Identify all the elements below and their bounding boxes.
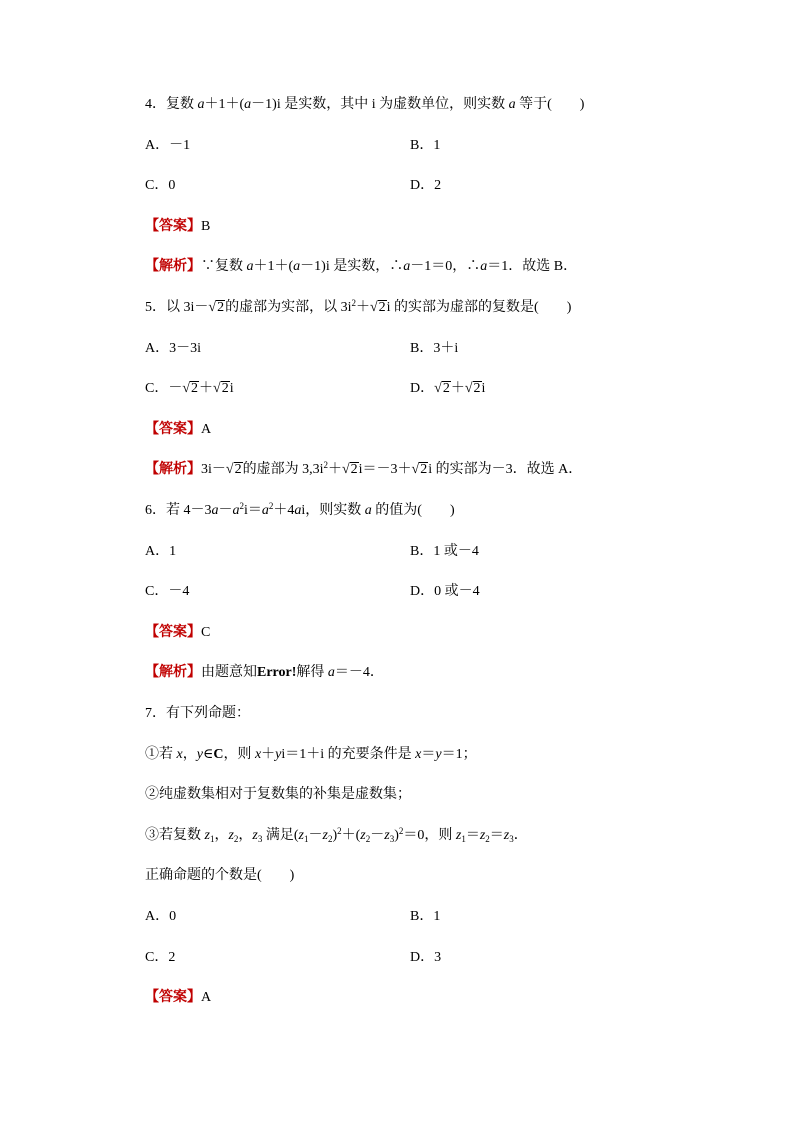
text-run: ∈ bbox=[202, 746, 214, 762]
question-stem bbox=[145, 491, 765, 532]
text-run: ) bbox=[394, 827, 399, 843]
bold-text: C bbox=[213, 746, 224, 762]
text-run: ＝－4． bbox=[334, 665, 384, 681]
superscript: 2 bbox=[337, 825, 342, 836]
option-choice bbox=[410, 532, 479, 573]
text-run: 正确命题的个数是( ) bbox=[145, 868, 295, 884]
proposition-statement bbox=[145, 816, 765, 857]
text-run: A bbox=[201, 990, 212, 1006]
square-root bbox=[370, 300, 387, 316]
math-variable: z bbox=[455, 827, 462, 843]
radical-sign: √ bbox=[369, 300, 378, 315]
answer-line bbox=[145, 207, 765, 248]
text-run: 7．有下列命题： bbox=[145, 706, 250, 721]
text-run: B．1 bbox=[410, 909, 441, 924]
text-run: ＋ bbox=[450, 381, 465, 397]
text-run: ＋ bbox=[199, 381, 214, 397]
subscript: 2 bbox=[485, 833, 490, 844]
proposition-statement bbox=[145, 775, 765, 816]
radical-sign: √ bbox=[225, 462, 234, 478]
text-run: i bbox=[481, 381, 486, 397]
text-run: ＋1＋( bbox=[253, 259, 294, 275]
superscript: 2 bbox=[351, 298, 356, 308]
option-choice bbox=[145, 329, 201, 370]
text-run: C．－4 bbox=[145, 584, 190, 600]
option-choice bbox=[145, 126, 190, 167]
analysis-line bbox=[145, 247, 765, 288]
math-variable: z bbox=[252, 827, 258, 843]
math-variable: a bbox=[364, 503, 372, 518]
text-run: A．－1 bbox=[145, 137, 191, 153]
option-choice bbox=[145, 166, 175, 207]
analysis-line bbox=[145, 450, 765, 491]
text-run: C．2 bbox=[145, 949, 176, 965]
option-choice bbox=[145, 369, 234, 410]
subscript: 2 bbox=[365, 833, 371, 844]
answer-tag: 【答案】 bbox=[145, 624, 201, 640]
radicand: 2 bbox=[221, 381, 229, 397]
option-choice bbox=[145, 572, 189, 613]
text-run: －1＝0，∴ bbox=[410, 259, 481, 275]
subscript: 2 bbox=[233, 833, 239, 844]
radical-sign: √ bbox=[182, 381, 191, 397]
square-root bbox=[465, 381, 482, 397]
math-variable: a bbox=[244, 97, 252, 112]
text-run: ) bbox=[332, 827, 338, 843]
math-variable: y bbox=[196, 746, 203, 762]
radical-sign: √ bbox=[341, 462, 350, 478]
option-row bbox=[145, 897, 765, 938]
text-run: i＝－3＋ bbox=[358, 462, 412, 478]
text-run: A．1 bbox=[145, 543, 177, 559]
option-row bbox=[145, 126, 765, 167]
text-run: ， bbox=[182, 746, 197, 762]
text-run: i＝ bbox=[244, 503, 262, 518]
text-run: ∵复数 bbox=[201, 259, 247, 275]
text-run: ＋ bbox=[355, 300, 370, 315]
subscript: 1 bbox=[461, 833, 466, 844]
math-variable: z bbox=[298, 827, 304, 843]
answer-tag: 【答案】 bbox=[145, 218, 201, 234]
analysis-tag: 【解析】 bbox=[145, 259, 201, 275]
text-run: 由题意知 bbox=[201, 665, 257, 681]
text-run: A bbox=[201, 421, 212, 437]
option-choice bbox=[145, 532, 176, 573]
text-run: A．0 bbox=[145, 909, 177, 924]
analysis-text bbox=[201, 462, 582, 477]
text-run: 的虚部为实部，以 3i bbox=[225, 300, 352, 315]
text-run: 4．复数 bbox=[145, 97, 198, 112]
option-choice bbox=[410, 369, 485, 410]
text-run: i 的实部为虚部的复数是( ) bbox=[386, 300, 572, 315]
radicand: 2 bbox=[378, 300, 386, 315]
option-row bbox=[145, 369, 765, 410]
text-run: － bbox=[218, 503, 233, 518]
option-choice bbox=[145, 897, 176, 938]
text-run: B bbox=[201, 218, 211, 234]
text-run: B．1 或－4 bbox=[410, 543, 479, 559]
text-run: ． bbox=[513, 827, 528, 843]
radicand: 2 bbox=[191, 381, 199, 397]
math-variable: z bbox=[384, 827, 390, 843]
text-run: ③若复数 bbox=[145, 827, 205, 843]
option-row bbox=[145, 329, 765, 370]
text-run: ＋ bbox=[327, 462, 342, 478]
answer-value bbox=[201, 422, 211, 437]
subscript: 3 bbox=[257, 833, 263, 844]
option-row bbox=[145, 572, 765, 613]
text-run: ， bbox=[238, 827, 253, 843]
text-run: － bbox=[370, 827, 385, 843]
math-variable: y bbox=[435, 746, 442, 762]
text-run: 等于( ) bbox=[515, 97, 585, 112]
text-run: ②纯虚数集相对于复数集的补集是虚数集； bbox=[145, 787, 411, 803]
question-stem bbox=[145, 288, 765, 329]
square-root bbox=[182, 381, 199, 397]
text-run: D．3 bbox=[410, 949, 442, 965]
square-root bbox=[208, 300, 225, 316]
answer-line bbox=[145, 613, 765, 654]
text-run: ＝1．故选 B． bbox=[487, 259, 578, 275]
text-run: 3i－ bbox=[201, 462, 226, 478]
math-variable: a bbox=[294, 503, 302, 518]
superscript: 2 bbox=[398, 825, 404, 836]
answer-line bbox=[145, 410, 765, 451]
radical-sign: √ bbox=[464, 381, 473, 397]
square-root bbox=[434, 381, 451, 397]
text-run: A．3－3i bbox=[145, 340, 201, 356]
math-variable: x bbox=[415, 746, 422, 762]
text-run: 解得 bbox=[296, 665, 328, 681]
square-root bbox=[226, 462, 243, 478]
text-run: 5．以 3i－ bbox=[145, 300, 209, 315]
option-choice bbox=[410, 572, 480, 613]
text-run: C bbox=[201, 624, 211, 640]
analysis-tag: 【解析】 bbox=[145, 462, 201, 478]
option-row bbox=[145, 166, 765, 207]
radicand: 2 bbox=[234, 462, 242, 478]
answer-line bbox=[145, 978, 765, 1019]
radical-sign: √ bbox=[434, 381, 442, 397]
radicand: 2 bbox=[442, 381, 450, 397]
proposition-statement bbox=[145, 735, 765, 776]
text-run: ， bbox=[214, 827, 229, 843]
subscript: 1 bbox=[303, 833, 309, 844]
radicand: 2 bbox=[217, 300, 225, 315]
math-variable: a bbox=[232, 503, 240, 518]
option-choice bbox=[410, 897, 440, 938]
radical-sign: √ bbox=[208, 300, 217, 315]
text-run: 的值为( ) bbox=[371, 503, 455, 518]
option-choice bbox=[410, 938, 441, 979]
math-variable: a bbox=[261, 503, 269, 518]
question-stem bbox=[145, 85, 765, 126]
square-root bbox=[342, 462, 359, 478]
superscript: 2 bbox=[239, 501, 244, 511]
math-variable: y bbox=[275, 746, 282, 762]
text-run: ＝ bbox=[421, 746, 436, 762]
math-variable: a bbox=[403, 259, 411, 275]
text-run: ＋ bbox=[261, 746, 276, 762]
text-run: ①若 bbox=[145, 746, 177, 762]
math-variable: z bbox=[204, 827, 210, 843]
text-run: ＝ bbox=[489, 827, 504, 843]
analysis-text bbox=[201, 259, 577, 274]
question-stem bbox=[145, 694, 765, 735]
analysis-line bbox=[145, 653, 765, 694]
text-run: ＝1； bbox=[441, 746, 477, 762]
analysis-text bbox=[201, 665, 384, 680]
radicand: 2 bbox=[473, 381, 481, 397]
text-run: ＝ bbox=[465, 827, 480, 843]
bold-text: Error! bbox=[257, 665, 297, 681]
text-run: ＝0，则 bbox=[403, 827, 456, 843]
text-run: －1)i 是实数，∴ bbox=[300, 259, 404, 275]
text-run: C．－ bbox=[145, 381, 183, 397]
math-variable: a bbox=[197, 97, 205, 112]
math-variable: a bbox=[480, 259, 488, 275]
square-root bbox=[213, 381, 230, 397]
math-variable: a bbox=[508, 97, 516, 112]
text-run: ，则 bbox=[223, 746, 255, 762]
text-run: － bbox=[308, 827, 323, 843]
text-run: D．0 或－4 bbox=[410, 584, 480, 600]
answer-value bbox=[201, 219, 210, 234]
option-row bbox=[145, 532, 765, 573]
text-run: ＋( bbox=[341, 827, 361, 843]
text-run: i 的实部为－3．故选 A． bbox=[428, 462, 583, 478]
subscript: 3 bbox=[509, 833, 514, 844]
superscript: 2 bbox=[268, 501, 274, 511]
option-choice bbox=[145, 938, 175, 979]
math-variable: a bbox=[327, 665, 335, 681]
text-run: i＝1＋i 的充要条件是 bbox=[281, 746, 416, 762]
option-choice bbox=[410, 166, 441, 207]
option-row bbox=[145, 938, 765, 979]
text-run: ＋1＋( bbox=[204, 97, 245, 112]
answer-tag: 【答案】 bbox=[145, 990, 201, 1006]
text-run: 的虚部为 3,3i bbox=[242, 462, 324, 478]
text-run: i bbox=[229, 381, 234, 397]
text-run: －1)i 是实数，其中 i 为虚数单位，则实数 bbox=[251, 97, 509, 112]
text-run: C．0 bbox=[145, 178, 176, 194]
text-run: D． bbox=[410, 381, 435, 397]
math-variable: z bbox=[503, 827, 510, 843]
radicand: 2 bbox=[420, 462, 428, 478]
answer-tag: 【答案】 bbox=[145, 421, 201, 437]
math-variable: z bbox=[322, 827, 328, 843]
text-run: i，则实数 bbox=[301, 503, 365, 518]
option-choice bbox=[410, 126, 440, 167]
square-root bbox=[412, 462, 429, 478]
math-variable: z bbox=[479, 827, 486, 843]
text-run: 满足( bbox=[262, 827, 299, 843]
answer-value bbox=[201, 625, 210, 640]
text-run: B．3＋i bbox=[410, 340, 459, 356]
radical-sign: √ bbox=[213, 381, 221, 397]
math-variable: a bbox=[246, 259, 254, 275]
question-prompt bbox=[145, 856, 765, 897]
subscript: 2 bbox=[327, 833, 333, 844]
text-run: ＋4 bbox=[273, 503, 295, 518]
math-variable: a bbox=[211, 503, 219, 518]
superscript: 2 bbox=[323, 460, 328, 471]
subscript: 3 bbox=[389, 833, 395, 844]
text-run: B．1 bbox=[410, 137, 441, 153]
option-choice bbox=[410, 329, 458, 370]
answer-value bbox=[201, 990, 211, 1005]
worksheet-content bbox=[145, 85, 765, 1045]
radical-sign: √ bbox=[411, 462, 420, 478]
math-variable: a bbox=[293, 259, 301, 275]
subscript: 1 bbox=[209, 833, 215, 844]
math-variable: z bbox=[360, 827, 366, 843]
analysis-tag: 【解析】 bbox=[145, 665, 201, 681]
math-variable: x bbox=[176, 746, 183, 762]
math-variable: z bbox=[228, 827, 234, 843]
text-run: D．2 bbox=[410, 178, 442, 194]
radicand: 2 bbox=[350, 462, 358, 478]
text-run: 6．若 4－3 bbox=[145, 503, 212, 518]
math-variable: x bbox=[254, 746, 262, 762]
